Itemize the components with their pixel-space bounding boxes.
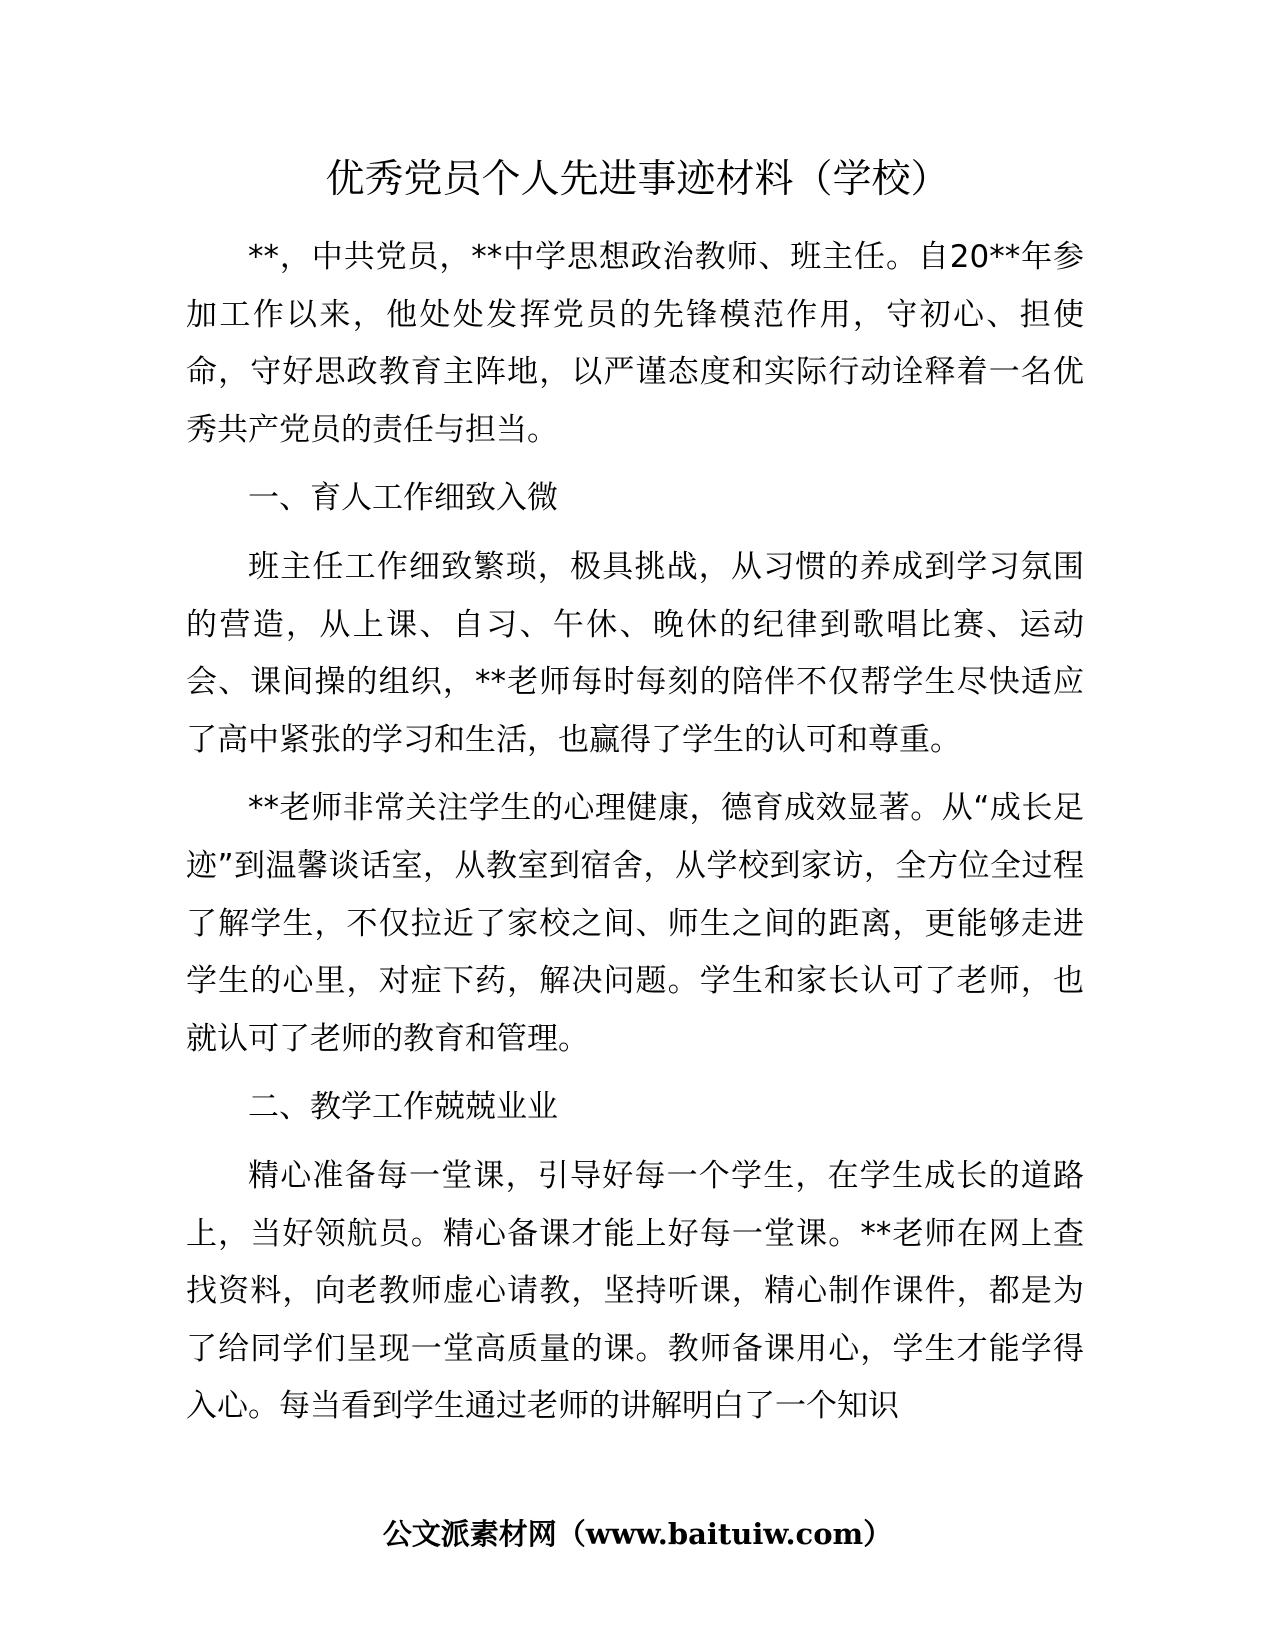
document-body — [186, 229, 1084, 1447]
body-paragraph: 班主任工作细致繁琐，极具挑战，从习惯的养成到学习氛围的营造，从上课、自习、午休、晚休的纪律到歌唱比赛、运动会、课间操的组织，**老师每时每刻的陪伴不仅帮学生尽快适应了高中紧张的学习和生活，也赢得了学生的认可和尊重。 — [186, 548, 1084, 758]
intro-paragraph: **，中共党员，**中学思想政治教师、班主任。自20**年参加工作以来，他处处发挥党员的先锋模范作用，守初心、担使命，守好思政教育主阵地，以严谨态度和实际行动诠释着一名优秀共产党员的责任与担当。 — [186, 239, 1084, 448]
section-heading-2: 二、教学工作兢兢业业 — [248, 1089, 558, 1126]
document-title: 优秀党员个人先进事迹材料（学校） — [325, 157, 950, 202]
page-footer: 公文派素材网（www.baituiw.com） — [382, 1517, 893, 1551]
body-paragraph: 精心准备每一堂课，引导好每一个学生，在学生成长的道路上，当好领航员。精心备课才能上好每一堂课。**老师在网上查找资料，向老教师虚心请教，坚持听课，精心制作课件，都是为了给同学们呈现一堂高质量的课。教师备课用心，学生才能学得入心。每当看到学生通过老师的讲解明白了一个知识 — [186, 1157, 1084, 1425]
section-heading-1: 一、育人工作细致入微 — [248, 480, 558, 517]
body-paragraph: **老师非常关注学生的心理健康，德育成效显著。从“成长足迹”到温馨谈话室，从教室到宿舍，从学校到家访，全方位全过程了解学生，不仅拉近了家校之间、师生之间的距离，更能够走进学生的心里，对症下药，解决问题。学生和家长认可了老师，也就认可了老师的教育和管理。 — [186, 790, 1084, 1057]
